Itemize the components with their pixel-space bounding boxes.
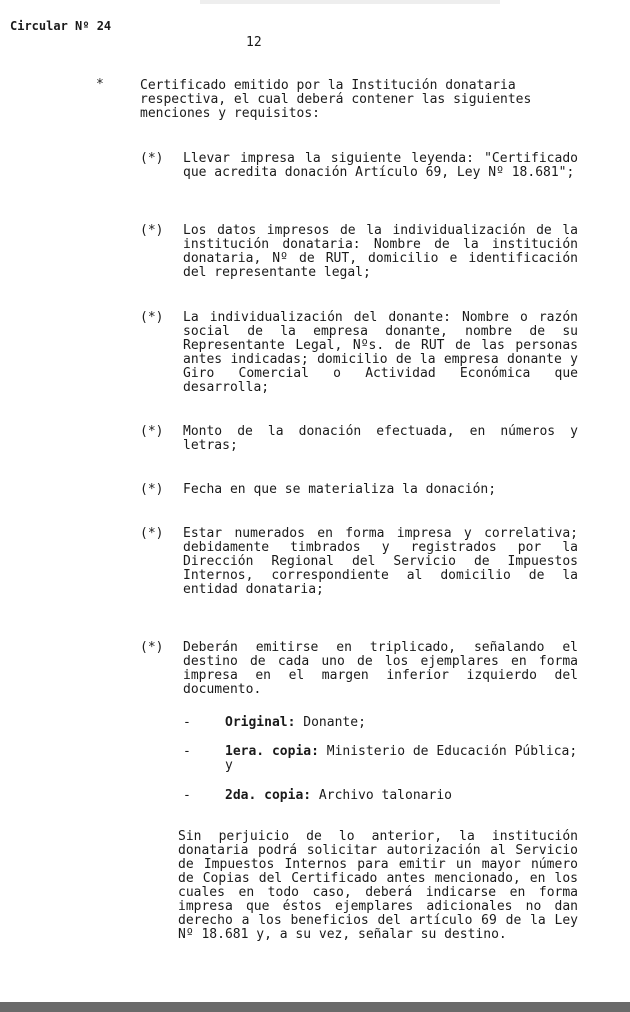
dash-marker: - [183, 715, 191, 730]
copy-label: 1era. copia: [225, 744, 319, 759]
copy-item-second [183, 789, 578, 803]
item-marker: (*) [140, 151, 164, 166]
copy-label: Original: [225, 715, 296, 730]
item-marker: (*) [140, 526, 164, 541]
circular-header: Circular Nº 24 [10, 19, 112, 33]
copy-item-original [183, 716, 578, 730]
dash-marker: - [183, 744, 191, 759]
item-text: Llevar impresa la siguiente leyenda: "Certificado que acredita donación Artículo 69, Ley Nº 18.681"; [183, 151, 578, 180]
item-text: Estar numerados en forma impresa y correlativa; debidamente timbrados y registrados por la Dirección Regional del Servicio de Impuestos Internos, correspondiente al domicilio de la entidad donataria; [183, 526, 578, 597]
list-item [140, 527, 578, 597]
closing-paragraph: Sin perjuicio de lo anterior, la institución donataria podrá solicitar autorización al Servicio de Impuestos Internos para emitir un mayor número de Copias del Certificado antes mencionado, en los cuales en todo caso, deberá indicarse en forma impresa que éstos ejemplares adicionales no dan derecho a los beneficios del artículo 69 de la Ley Nº 18.681 y, a su vez, señalar su destino. [178, 829, 578, 942]
item-marker: (*) [140, 640, 164, 655]
list-item [140, 425, 578, 453]
list-item [140, 311, 578, 395]
item-text: Deberán emitirse en triplicado, señalando el destino de cada uno de los ejemplares en forma impresa en el margen inferior izquierdo del documento. [183, 640, 578, 697]
item-marker: (*) [140, 223, 164, 238]
copy-text: Donante; [295, 715, 366, 730]
list-item [140, 152, 578, 180]
scan-bottom-edge [0, 1002, 630, 1012]
list-item [140, 641, 578, 697]
item-text: Los datos impresos de la individualización de la institución donataria: Nombre de la institución donataria, Nº de RUT, domicilio e identificación del representante legal; [183, 223, 578, 280]
copy-text: Archivo talonario [311, 788, 452, 803]
item-text: La individualización del donante: Nombre o razón social de la empresa donante, nombre de su Representante Legal, Nºs. de RUT de las personas antes indicadas; domicilio de la empresa donante y Giro Comercial o Actividad Económica que desarrolla; [183, 310, 578, 395]
item-marker: (*) [140, 424, 164, 439]
main-bullet: * [96, 77, 104, 92]
dash-marker: - [183, 788, 191, 803]
item-marker: (*) [140, 310, 164, 325]
page-number: 12 [246, 35, 262, 50]
item-text: Fecha en que se materializa la donación; [183, 482, 497, 497]
item-text: Monto de la donación efectuada, en números y letras; [183, 424, 578, 453]
item-marker: (*) [140, 482, 164, 497]
intro-paragraph: Certificado emitido por la Institución donataria respectiva, el cual deberá contener las siguientes menciones y requisitos: [140, 78, 532, 121]
copy-item-first [183, 745, 578, 773]
scan-edge [200, 0, 500, 4]
list-item [140, 224, 578, 280]
list-item [140, 483, 578, 497]
copy-text: Ministerio de Educación Pública; y [225, 744, 578, 773]
copy-label: 2da. copia: [225, 788, 312, 803]
